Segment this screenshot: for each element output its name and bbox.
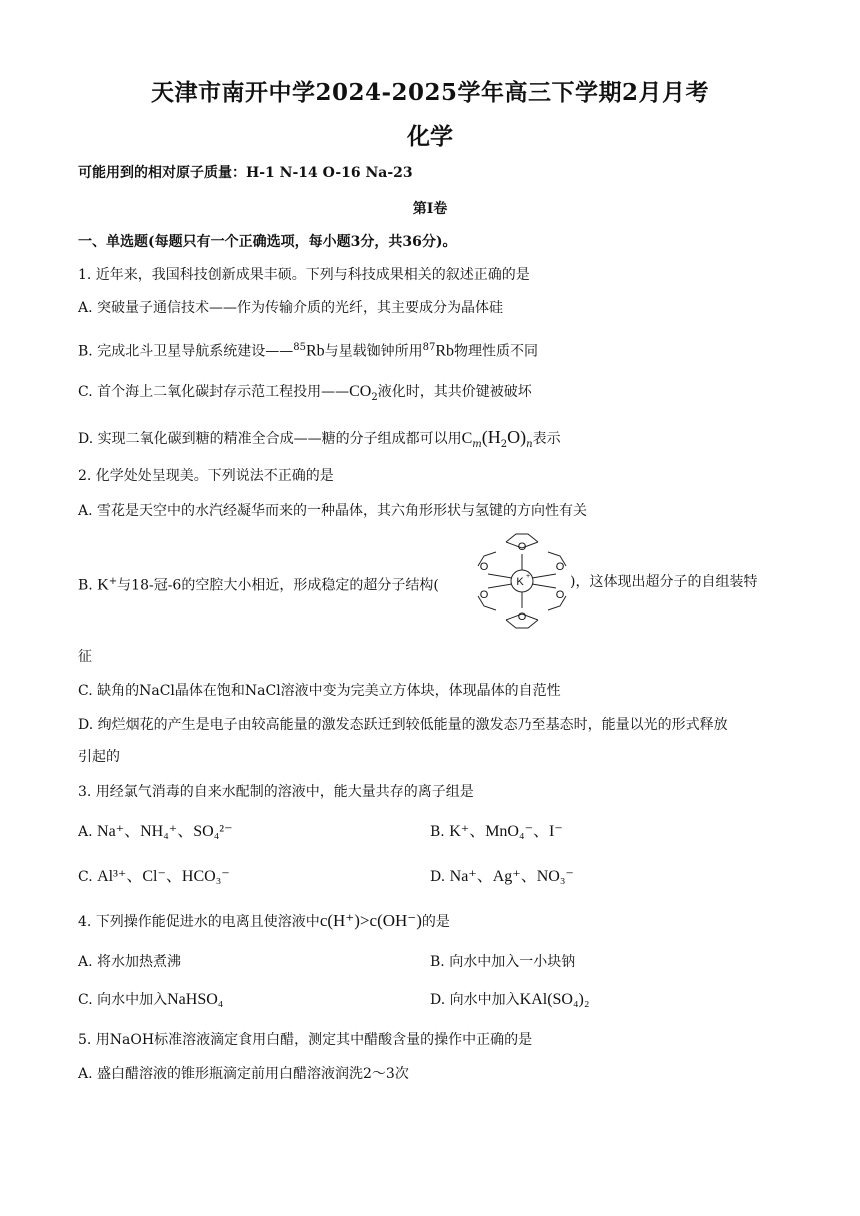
q2-b-mid: 与18-冠-6的空腔大小相近，形成稳定的超分子结构( — [117, 577, 439, 594]
atomic-mass-line: 可能用到的相对原子质量：H-1 N-14 O-16 Na-23 — [78, 165, 413, 181]
q1-b-iso2-symbol: Rb — [435, 342, 455, 360]
q1-option-b — [78, 338, 538, 362]
q1-d-o: O) — [507, 427, 527, 447]
crown-oxygen-4: O — [517, 611, 527, 623]
q1-b-text: B. 完成北斗卫星导航系统建设—— — [78, 343, 294, 360]
q1-b-iso1-symbol: Rb — [305, 342, 325, 360]
q2-option-c: C. 缺角的NaCl晶体在饱和NaCl溶液中变为完美立方体块，体现晶体的自范性 — [78, 683, 561, 699]
q2-option-d-line2: 引起的 — [78, 749, 120, 765]
q1-option-a: A. 突破量子通信技术——作为传输介质的光纤，其主要成分为晶体硅 — [78, 300, 504, 316]
q4-c-text: C. 向水中加入 — [78, 992, 168, 1008]
crown-ether-structure — [472, 530, 572, 632]
q3-d-ions: Na⁺、Ag⁺、NO₃⁻ — [449, 868, 574, 885]
q3-option-b — [430, 822, 563, 842]
q1-d-paren: (H — [481, 427, 501, 447]
q2-b-plus: + — [108, 576, 118, 587]
q1-d-n: n — [526, 438, 533, 450]
q1-b-iso2-mass: 87 — [422, 342, 436, 353]
q4-option-b: B. 向水中加入一小块钠 — [430, 954, 576, 970]
q1-b-iso1-mass: 85 — [293, 342, 306, 353]
q3-option-a — [78, 822, 233, 842]
q2-option-b — [78, 572, 439, 596]
q1-c-post: 液化时，其共价键被破坏 — [377, 384, 532, 400]
crown-potassium: K — [516, 576, 524, 588]
q4-d-formula: KAl(SO₄)₂ — [519, 991, 590, 1008]
q1-d-m: m — [472, 438, 482, 450]
q5-stem: 5. 用NaOH标准溶液滴定食用白醋，测定其中醋酸含量的操作中正确的是 — [78, 1032, 533, 1048]
q2-stem: 2. 化学处处呈现美。下列说法不正确的是 — [78, 468, 334, 484]
q4-stem-post: 的是 — [421, 914, 450, 930]
q2-option-b-continued: 征 — [78, 649, 92, 665]
q4-option-d — [430, 990, 589, 1010]
q2-option-b-tail: )，这体现出超分子的自组装特 — [570, 574, 758, 590]
q4-c-formula: NaHSO₄ — [167, 991, 224, 1008]
volume-heading: 第I卷 — [412, 201, 448, 217]
q3-option-c — [78, 867, 230, 887]
q1-option-c — [78, 382, 532, 408]
q4-stem-formula: c(H⁺)>c(OH⁻) — [319, 911, 422, 930]
q4-d-text: D. 向水中加入 — [430, 992, 520, 1008]
section-heading: 一、单选题(每题只有一个正确选项，每小题3分，共36分)。 — [78, 234, 457, 250]
subject-title: 化学 — [407, 123, 453, 150]
q1-d-text: D. 实现二氧化碳到糖的精准全合成——糖的分子组成都可以用 — [78, 431, 462, 447]
q4-stem — [78, 911, 450, 932]
q1-c-subscript: 2 — [371, 391, 378, 403]
q1-c-text: C. 首个海上二氧化碳封存示范工程投用—— — [78, 384, 350, 400]
crown-oxygen-1: O — [517, 541, 527, 553]
q1-d-post: 表示 — [532, 431, 561, 447]
crown-oxygen-2: O — [555, 561, 565, 573]
q3-b-label: B. — [430, 824, 445, 840]
q4-option-c — [78, 990, 223, 1010]
q3-a-label: A. — [78, 824, 93, 840]
q1-d-c: C — [461, 430, 473, 447]
crown-potassium-charge: + — [525, 573, 531, 580]
q1-b-mid: 与星载铷钟所用 — [324, 343, 423, 360]
q3-a-ions: Na⁺、NH₄⁺、SO₄²⁻ — [97, 823, 233, 840]
q2-option-a: A. 雪花是天空中的水汽经凝华而来的一种晶体，其六角形形状与氢键的方向性有关 — [78, 503, 588, 519]
q3-option-d — [430, 867, 574, 887]
q3-b-ions: K⁺、MnO₄⁻、I⁻ — [449, 823, 563, 840]
q3-c-label: C. — [78, 869, 93, 885]
q1-b-post: 物理性质不同 — [454, 343, 539, 360]
exam-title: 天津市南开中学2024-2025学年高三下学期2月月考 — [150, 79, 710, 106]
crown-oxygen-6: O — [479, 561, 489, 573]
q2-b-k: K — [97, 576, 109, 594]
q4-option-a: A. 将水加热煮沸 — [78, 954, 182, 970]
crown-oxygen-5: O — [479, 589, 489, 601]
q1-stem: 1. 近年来，我国科技创新成果丰硕。下列与科技成果相关的叙述正确的是 — [78, 267, 530, 283]
q3-d-label: D. — [430, 869, 446, 885]
crown-oxygen-3: O — [555, 589, 565, 601]
q2-option-d-line1: D. 绚烂烟花的产生是电子由较高能量的激发态跃迁到较低能量的激发态乃至基态时，能量以光的形式释放 — [78, 717, 728, 733]
q2-b-label: B. — [78, 577, 93, 594]
q1-c-formula: CO — [349, 383, 372, 400]
q1-option-d — [78, 427, 561, 455]
q3-c-ions: Al³⁺、Cl⁻、HCO₃⁻ — [97, 868, 230, 885]
q1-d-sub2: 2 — [500, 438, 508, 450]
q3-stem: 3. 用经氯气消毒的自来水配制的溶液中，能大量共存的离子组是 — [78, 784, 474, 800]
q5-option-a: A. 盛白醋溶液的锥形瓶滴定前用白醋溶液润洗2～3次 — [78, 1066, 409, 1082]
q4-stem-text: 4. 下列操作能促进水的电离且使溶液中 — [78, 914, 320, 930]
